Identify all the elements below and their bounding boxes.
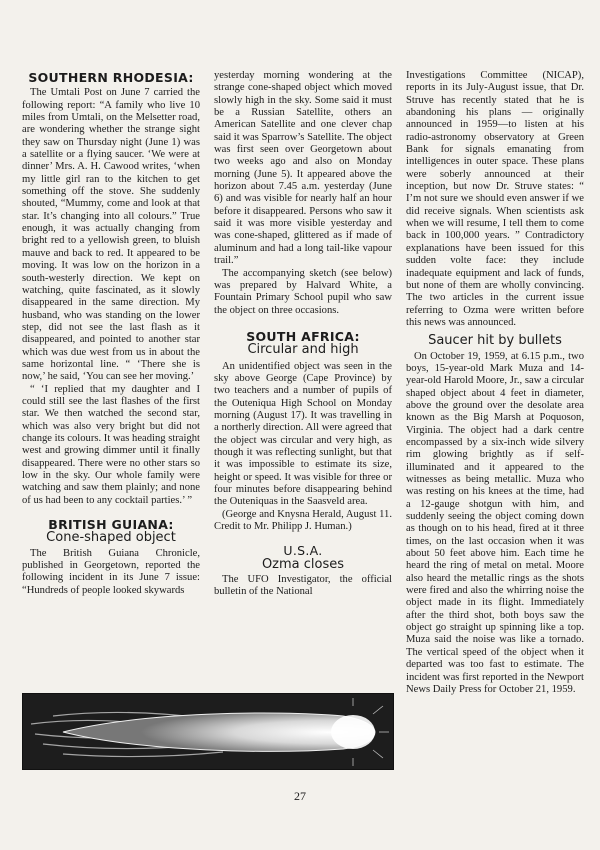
guiana-paragraph-1: The British Guiana Chronicle, published in Georgetown, reported the following incident in its June 7 issue: “Hundreds of people looked skywards (22, 547, 200, 596)
heading-british-guiana: BRITISH GUIANA: (48, 517, 174, 533)
rhodesia-paragraph-2: “ ‘I replied that my daughter and I could still see the last flashes of the first star. We then watched the second star, which was also very bright but did not change its colours. It was heading straight west and growing dimmer until it finally disappeared. There were no other stars so low in the sky. Our whole family were watching and saw them plainly; and none of us had been to any cocktail parties.’ ” (22, 383, 200, 506)
column-2 (214, 70, 392, 599)
rhodesia-paragraph-1: The Umtali Post on June 7 carried the following report: “A family who live 10 miles from Umtali, on the Melsetter road, are wondering whether the strange sight they saw on Thursday night (June 1) was a satellite or a flying saucer. ‘We were at dinner’ Mrs. A. H. Cawood writes, ‘when my little girl ran to the kitchen to get something off the stove. She suddenly shouted, “Mummy, come and look at that star. It’s changing into all colours.” True enough, it was actually changing from bright red to a yellowish green, to bluish mauve and back to red. It appeared to be moving. It was low on the horizon in a south-westerly direction. We kept on watching, quite fascinated, as it slowly disappeared in the same direction. My husband, who was standing on the lower step, did not see the last flash as it disappeared, and pointed to another star which was due west from us in about the same horizontal line. “ ‘There she is now,’ he said, ‘You can see her moving.’ (22, 87, 200, 383)
page-number: 27 (294, 789, 306, 803)
column-1 (22, 72, 200, 597)
subheading-cone-shaped-object: Cone-shaped object (46, 530, 176, 546)
subheading-ozma-closes: Ozma closes (261, 556, 345, 572)
south-africa-credit: (George and Knysna Herald, August 11. Credit to Mr. Philipp J. Human.) (214, 508, 392, 533)
subheading-saucer-hit-by-bullets: Saucer hit by bullets (428, 333, 562, 349)
ozma-paragraph-continued: Investigations Committee (NICAP), reports in its July-August issue, that Dr. Struve has recently stated that he is abandoning his plans — originally announced in 1959—to listen at his radio-astronomy observatory at Green Bank for signals emanating from intelligences in outer space. These plans were soberly announced at their inception, but now Dr. Struve states: “ I’m not sure we should even answer if we did receive signals. When scientists ask when we will resume, I tell them to come back in 100,000 years. ” Contradictory explanations have been issued for this sudden volte face: they include inadequate equipment and lack of funds, but none of them are wholly convincing. The two articles in the current issue referring to Ozma were written before this news was announced. (406, 70, 584, 328)
heading-southern-rhodesia: SOUTHERN RHODESIA: (28, 70, 194, 85)
heading-usa: U.S.A. (283, 543, 323, 559)
cone-object-sketch-image (22, 693, 394, 770)
usa-paragraph-1: The UFO Investigator, the official bulletin of the National (214, 574, 392, 598)
guiana-paragraph-continued: yesterday morning wondering at the strange cone-shaped object which moved slowly high in the sky. Some said it must be a Russian Satellite, others an American Satellite and one clever chap said it was Sparrow’s Satellite. The object was first seen over Georgetown about two weeks ago and also on Monday morning (June 5). It appeared above the horizon about 7.45 a.m. yesterday (June 6) and was visible for nearly half an hour before it disappeared. Persons who saw it said it was more visible yesterday and was cone-shaped, glittered as if made of aluminum and had a long tail-like vapour trail.” (214, 70, 392, 267)
cone-object-sketch (23, 694, 393, 769)
subheading-circular-and-high: Circular and high (247, 342, 359, 358)
saucer-bullets-paragraph: On October 19, 1959, at 6.15 p.m., two boys, 15-year-old Mark Muza and 14-year-old Harold Moore, Jr., saw a circular shaped object about 4 feet in diameter, above the ground over the desolate area known as the Big Marsh at Poquoson, Virginia. The object had a dark centre encompassed by a six-inch wide silvery rim glowing brightly as if self-illuminated and it appeared to the witnesses as being metallic. Muza who was resting on his knees at the time, had a 12-gauge shotgun with him, and suddenly seeing the object coming down as though on to his head, fired at it three times, on the last occasion when it was about 50 feet above him. Each time he heard the ring of metal on metal. Moore also heard the metallic rings as the shots were fired and also the whirring noise the object made in its flight. Immediately after the third shot, both boys saw the object go straight up spinning like a top. Muza said the noise was like a tornado. The vertical speed of the object when it departed was too fast to estimate. The incident was first reported in the Newport News Daily Press for October 21, 1959. (406, 350, 584, 695)
south-africa-paragraph-1: An unidentified object was seen in the sky above George (Cape Province) by two teachers and a number of pupils of the Outeniqua High School on Monday morning (August 17). It was travelling in a northerly direction. All were agreed that the object was circular and very high, as though it was reflecting sunlight, but that it was impossible to estimate its size, height or speed. It was visible for three or four minutes before disappearing behind the Outeniquas in the Saasveld area. (214, 360, 392, 508)
column-3 (406, 70, 584, 696)
heading-south-africa: SOUTH AFRICA: (246, 328, 360, 344)
sketch-note-paragraph: The accompanying sketch (see below) was prepared by Halvard White, a Fountain Primary School pupil who saw the object on three occasions. (214, 267, 392, 316)
